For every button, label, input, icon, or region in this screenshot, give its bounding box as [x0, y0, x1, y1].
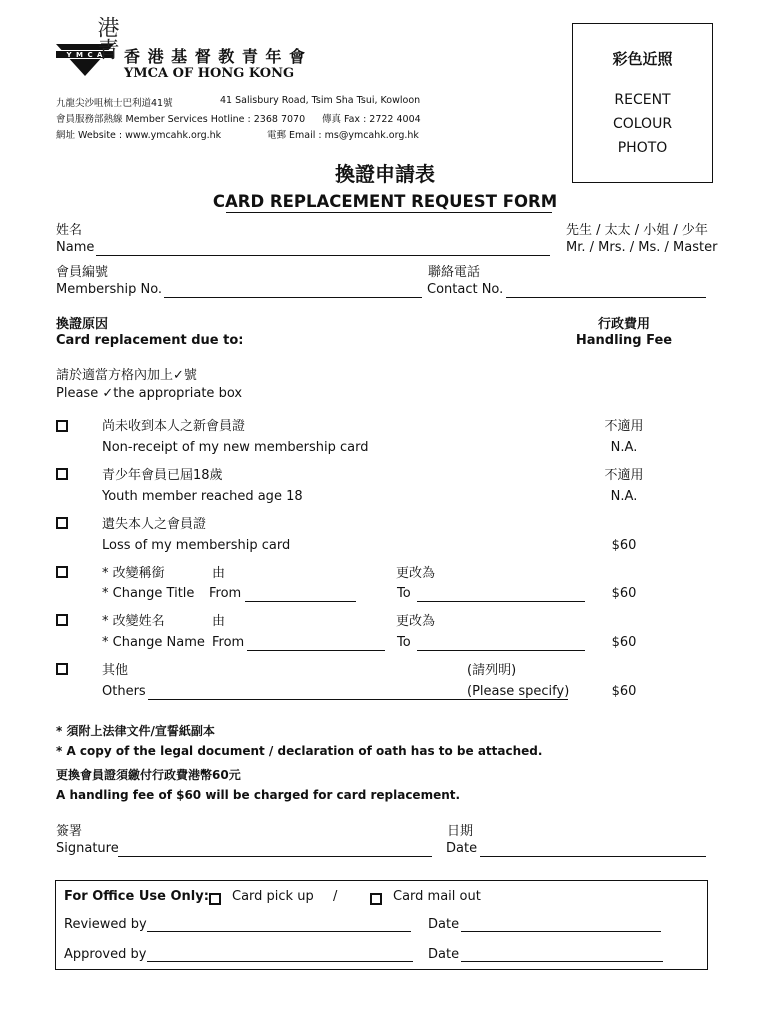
- org-name-english: YMCA OF HONG KONG: [124, 66, 295, 81]
- checkbox-card-pickup[interactable]: [209, 893, 221, 905]
- form-title-english: CARD REPLACEMENT REQUEST FORM: [212, 192, 558, 211]
- date-field[interactable]: [480, 856, 706, 857]
- address-english: 41 Salisbury Road, Tsim Sha Tsui, Kowloon: [220, 95, 421, 106]
- option-non-receipt: Non-receipt of my new membership card: [102, 440, 369, 455]
- contact-label: Contact No.: [427, 282, 504, 297]
- logo-side-characters: 港青: [94, 16, 119, 60]
- office-use-box: [55, 880, 708, 970]
- fee-label: Handling Fee: [575, 333, 673, 348]
- org-name-chinese: 香 港 基 督 教 青 年 會: [124, 47, 306, 66]
- photo-box-chinese: 彩色近照: [612, 50, 673, 68]
- checkbox-others[interactable]: [56, 663, 68, 675]
- photo-box-line3: PHOTO: [617, 140, 668, 156]
- fee-non-receipt: N.A.: [610, 440, 638, 455]
- reviewed-by-field[interactable]: [147, 931, 411, 932]
- fee-youth-age-18-chinese: 不適用: [604, 468, 644, 483]
- option-loss-of-card: Loss of my membership card: [102, 538, 291, 553]
- change-title-to-label: To: [397, 586, 411, 601]
- name-label: Name: [56, 240, 95, 255]
- approved-date-field[interactable]: [461, 961, 663, 962]
- form-title-chinese: 換證申請表: [335, 162, 435, 186]
- checkbox-change-title[interactable]: [56, 566, 68, 578]
- checkbox-change-name[interactable]: [56, 614, 68, 626]
- address-chinese: 九龍尖沙咀梳士巴利道41號: [56, 98, 173, 109]
- option-change-name: * Change Name: [102, 635, 205, 650]
- option-change-title-chinese: * 改變稱銜: [102, 566, 165, 581]
- reviewed-date-label: Date: [428, 917, 460, 932]
- change-name-to-label: To: [397, 635, 411, 650]
- fee-non-receipt-chinese: 不適用: [604, 419, 644, 434]
- hotline-text: 會員服務部熱線 Member Services Hotline : 2368 7070: [56, 114, 306, 125]
- others-specify-chinese: (請列明): [467, 663, 517, 678]
- checkbox-youth-age-18[interactable]: [56, 468, 68, 480]
- reason-label: Card replacement due to:: [56, 333, 244, 348]
- change-name-from-field[interactable]: [247, 650, 385, 651]
- approved-date-label: Date: [428, 947, 460, 962]
- option-change-title: * Change Title: [102, 586, 195, 601]
- fee-change-title: $60: [611, 586, 637, 601]
- note-handling-fee: A handling fee of $60 will be charged for card replacement.: [56, 788, 461, 802]
- signature-field[interactable]: [118, 856, 432, 857]
- contact-label-chinese: 聯絡電話: [428, 265, 481, 280]
- signature-label: Signature: [56, 841, 119, 856]
- change-name-from-chinese: 由: [212, 614, 226, 629]
- fee-loss-of-card: $60: [611, 538, 637, 553]
- form-title-underline: [226, 212, 552, 213]
- date-label: Date: [446, 841, 478, 856]
- name-label-chinese: 姓名: [56, 223, 83, 238]
- fax-text: 傳真 Fax : 2722 4004: [322, 114, 421, 125]
- checkbox-card-mail-out[interactable]: [370, 893, 382, 905]
- note-legal-document-chinese: * 須附上法律文件/宣誓紙副本: [56, 724, 215, 738]
- others-specify-field[interactable]: [148, 699, 568, 700]
- instruction-english: Please ✓the appropriate box: [56, 386, 243, 401]
- logo-letters: Y M C A: [66, 51, 104, 59]
- signature-label-chinese: 簽署: [56, 824, 83, 839]
- option-non-receipt-chinese: 尚未收到本人之新會員證: [102, 419, 246, 434]
- contact-number-field[interactable]: [506, 297, 706, 298]
- fee-youth-age-18: N.A.: [610, 489, 638, 504]
- note-handling-fee-chinese: 更換會員證須繳付行政費港幣60元: [56, 768, 241, 782]
- option-youth-age-18-chinese: 青少年會員已屆18歲: [102, 468, 223, 483]
- option-youth-age-18: Youth member reached age 18: [102, 489, 303, 504]
- change-title-to-chinese: 更改為: [396, 566, 436, 581]
- office-slash: /: [333, 889, 338, 904]
- card-pickup-label: Card pick up: [232, 889, 314, 904]
- website-text: 網址 Website : www.ymcahk.org.hk: [56, 130, 222, 141]
- fee-label-chinese: 行政費用: [597, 317, 650, 332]
- membership-number-field[interactable]: [164, 297, 422, 298]
- approved-by-label: Approved by: [64, 947, 147, 962]
- option-change-name-chinese: * 改變姓名: [102, 614, 165, 629]
- option-others-chinese: 其他: [102, 663, 129, 678]
- salutation-chinese: 先生 / 太太 / 小姐 / 少年: [566, 223, 708, 238]
- name-field[interactable]: [96, 255, 550, 256]
- photo-box: [572, 23, 713, 183]
- option-others: Others: [102, 684, 146, 699]
- note-legal-document: * A copy of the legal document / declaration of oath has to be attached.: [56, 744, 543, 758]
- fee-change-name: $60: [611, 635, 637, 650]
- membership-label-chinese: 會員編號: [56, 265, 109, 280]
- email-text: 電郵 Email : ms@ymcahk.org.hk: [267, 130, 419, 141]
- change-name-to-chinese: 更改為: [396, 614, 436, 629]
- others-specify-label: (Please specify): [467, 684, 570, 699]
- membership-label: Membership No.: [56, 282, 163, 297]
- change-title-from-field[interactable]: [245, 601, 356, 602]
- photo-box-line1: RECENT: [614, 92, 671, 108]
- option-loss-of-card-chinese: 遺失本人之會員證: [102, 517, 207, 532]
- office-use-title: For Office Use Only:: [64, 889, 209, 904]
- card-mail-out-label: Card mail out: [393, 889, 481, 904]
- change-title-from-label: From: [209, 586, 242, 601]
- date-label-chinese: 日期: [447, 824, 474, 839]
- change-name-from-label: From: [212, 635, 245, 650]
- change-title-from-chinese: 由: [212, 566, 226, 581]
- salutation-options[interactable]: Mr. / Mrs. / Ms. / Master: [566, 240, 718, 255]
- reason-label-chinese: 換證原因: [56, 317, 109, 332]
- checkbox-non-receipt[interactable]: [56, 420, 68, 432]
- approved-by-field[interactable]: [147, 961, 413, 962]
- change-name-to-field[interactable]: [417, 650, 585, 651]
- reviewed-by-label: Reviewed by: [64, 917, 147, 932]
- fee-others: $60: [611, 684, 637, 699]
- checkbox-loss-of-card[interactable]: [56, 517, 68, 529]
- photo-box-line2: COLOUR: [612, 116, 673, 132]
- instruction-chinese: 請於適當方格內加上✓號: [56, 368, 197, 383]
- reviewed-date-field[interactable]: [461, 931, 661, 932]
- change-title-to-field[interactable]: [417, 601, 585, 602]
